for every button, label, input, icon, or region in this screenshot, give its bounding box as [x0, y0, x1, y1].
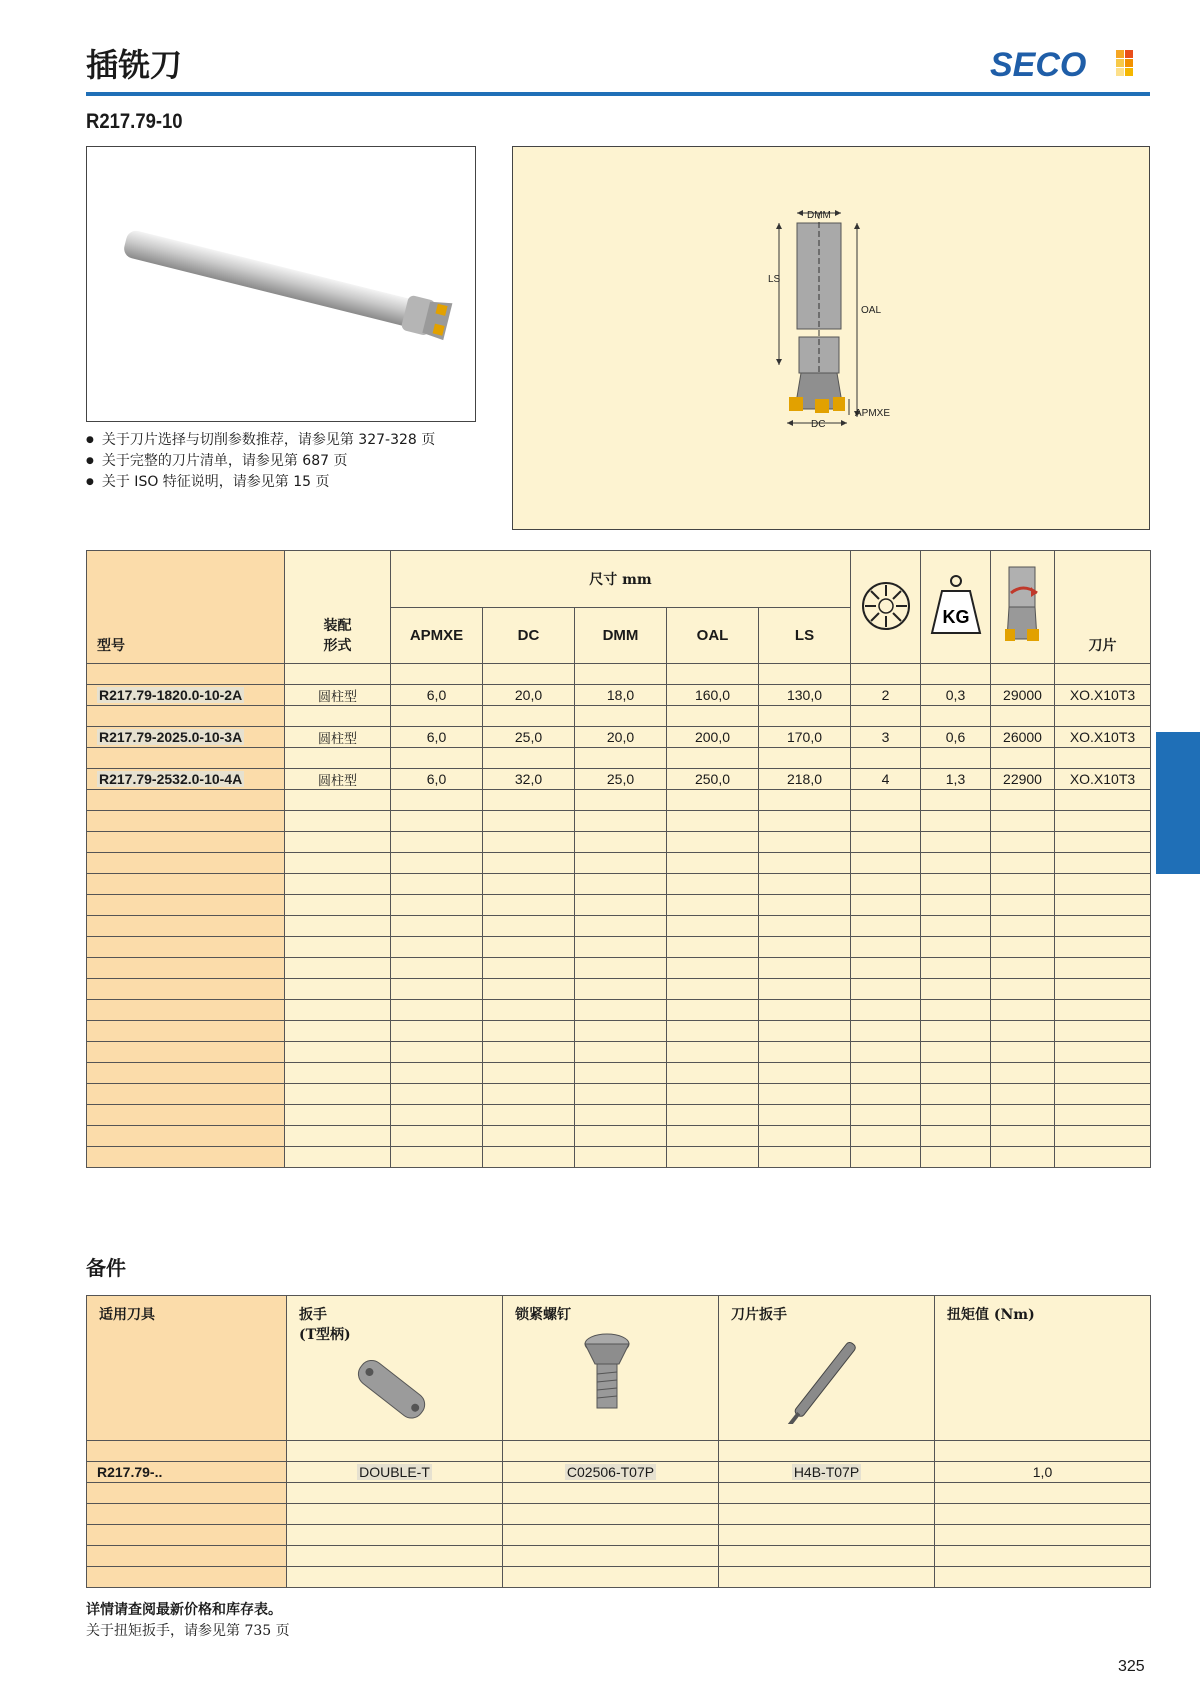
acc-col-torque-header: 扭矩值 (Nm) [935, 1296, 1151, 1441]
cell-kg: 0,3 [921, 685, 991, 706]
table-row-empty [87, 979, 1151, 1000]
cell-kg: 0,6 [921, 727, 991, 748]
cell-oal: 250,0 [667, 769, 759, 790]
col-ls-header: LS [759, 607, 851, 664]
weight-icon-label: KG [942, 606, 969, 627]
table-row-empty [87, 1042, 1151, 1063]
note-item: ● 关于完整的刀片清单，请参见第 687 页 [86, 451, 435, 472]
table-row-empty [87, 811, 1151, 832]
table-row-empty [87, 1105, 1151, 1126]
col-rpm-header [991, 551, 1055, 664]
acc-tool: R217.79-.. [87, 1462, 287, 1483]
cell-rpm: 22900 [991, 769, 1055, 790]
cell-ls: 130,0 [759, 685, 851, 706]
cell-dc: 32,0 [483, 769, 575, 790]
table-row-empty [87, 664, 1151, 685]
cell-dmm: 18,0 [575, 685, 667, 706]
product-table [86, 550, 1151, 1168]
model-code: R217.79-1820.0-10-2A [99, 687, 243, 703]
label-dc: DC [811, 419, 826, 430]
footer-line-1: 详情请查阅最新价格和库存表。 [86, 1602, 282, 1618]
table-row-empty [87, 874, 1151, 895]
cell-teeth: 2 [851, 685, 921, 706]
cell-model [87, 769, 285, 790]
acc-wrench-value [287, 1462, 503, 1483]
acc-col-tool-header: 适用刀具 [87, 1296, 287, 1441]
table-row [87, 685, 1151, 706]
col-oal-header: OAL [667, 607, 759, 664]
table-row-empty [87, 832, 1151, 853]
table-row-empty [87, 958, 1151, 979]
seco-logo-text: SECO [990, 46, 1087, 84]
table-row-empty [87, 1000, 1151, 1021]
acc-key: H4B-T07P [793, 1464, 860, 1480]
label-dmm: DMM [807, 210, 831, 221]
dims-header: 尺寸 mm [391, 551, 851, 608]
cell-model [87, 685, 285, 706]
cell-dmm: 20,0 [575, 727, 667, 748]
mount-header-line1: 装配 [323, 618, 352, 634]
insert-key-icon [731, 1324, 921, 1424]
cell-kg: 1,3 [921, 769, 991, 790]
acc-col-wrench-header [287, 1296, 503, 1441]
weight-icon [928, 571, 984, 641]
product-code: R217.79-10 [86, 110, 183, 133]
model-code: R217.79-2025.0-10-3A [99, 729, 243, 745]
table-row [87, 727, 1151, 748]
notes-list [86, 430, 435, 493]
cell-insert: XO.X10T3 [1055, 727, 1151, 748]
table-row-empty [87, 937, 1151, 958]
cell-teeth: 4 [851, 769, 921, 790]
col-apmxe-header: APMXE [391, 607, 483, 664]
acc-key-value [719, 1462, 935, 1483]
table-row-empty [87, 853, 1151, 874]
table-row-empty [87, 1084, 1151, 1105]
cell-apmxe: 6,0 [391, 769, 483, 790]
max-speed-icon [1001, 563, 1045, 649]
col-dc-header: DC [483, 607, 575, 664]
note-item: ● 关于刀片选择与切削参数推荐，请参见第 327-328 页 [86, 430, 435, 451]
dimension-diagram [512, 146, 1150, 530]
section-tab-marker [1156, 732, 1200, 874]
page-title: 插铣刀 [86, 46, 183, 84]
footer-notes [86, 1600, 290, 1642]
table-row-empty [87, 895, 1151, 916]
label-apmxe: APMXE [855, 408, 891, 419]
cell-mount: 圆柱型 [285, 685, 391, 706]
acc-wrench-label: 扳手 [299, 1307, 327, 1323]
table-row-empty [87, 1147, 1151, 1168]
table-row-empty [87, 706, 1151, 727]
col-model-header: 型号 [87, 551, 285, 664]
acc-col-key-header [719, 1296, 935, 1441]
col-weight-header [921, 551, 991, 664]
cell-ls: 218,0 [759, 769, 851, 790]
table-row-empty [87, 916, 1151, 937]
table-row-empty [87, 1021, 1151, 1042]
acc-torque: 1,0 [935, 1462, 1151, 1483]
accessories-title: 备件 [86, 1256, 126, 1280]
acc-screw-value [503, 1462, 719, 1483]
cell-mount: 圆柱型 [285, 727, 391, 748]
accessory-row [87, 1462, 1151, 1483]
cell-insert: XO.X10T3 [1055, 685, 1151, 706]
cell-rpm: 29000 [991, 685, 1055, 706]
table-row-empty [87, 790, 1151, 811]
header-rule [86, 92, 1150, 96]
label-oal: OAL [861, 305, 882, 316]
cell-ls: 170,0 [759, 727, 851, 748]
model-code: R217.79-2532.0-10-4A [99, 771, 243, 787]
cell-apmxe: 6,0 [391, 685, 483, 706]
col-teeth-header [851, 551, 921, 664]
cell-oal: 200,0 [667, 727, 759, 748]
acc-wrench-sublabel: (T型柄) [299, 1327, 351, 1343]
cell-insert: XO.X10T3 [1055, 769, 1151, 790]
table-row-empty [87, 1063, 1151, 1084]
mount-header-line2: 形式 [323, 638, 352, 654]
acc-col-screw-header [503, 1296, 719, 1441]
col-insert-header: 刀片 [1055, 551, 1151, 664]
table-row [87, 769, 1151, 790]
teeth-count-icon [860, 580, 912, 632]
acc-screw: C02506-T07P [566, 1464, 655, 1480]
cell-oal: 160,0 [667, 685, 759, 706]
locking-screw-icon [515, 1324, 705, 1424]
t-wrench-icon [299, 1344, 489, 1428]
cell-rpm: 26000 [991, 727, 1055, 748]
table-row-empty [87, 1126, 1151, 1147]
accessories-table [86, 1295, 1151, 1588]
acc-wrench: DOUBLE-T [359, 1464, 430, 1480]
cell-dmm: 25,0 [575, 769, 667, 790]
page-number: 325 [1118, 1658, 1145, 1675]
cell-mount: 圆柱型 [285, 769, 391, 790]
acc-screw-label: 锁紧螺钉 [515, 1307, 571, 1323]
label-ls: LS [768, 274, 781, 285]
cell-teeth: 3 [851, 727, 921, 748]
table-row-empty [87, 748, 1151, 769]
col-mount-header [285, 551, 391, 664]
cell-model [87, 727, 285, 748]
cell-dc: 25,0 [483, 727, 575, 748]
acc-key-label: 刀片扳手 [731, 1307, 787, 1323]
note-item: ● 关于 ISO 特征说明，请参见第 15 页 [86, 472, 435, 493]
seco-logo [990, 44, 1150, 84]
footer-line-2: 关于扭矩扳手，请参见第 735 页 [86, 1623, 290, 1639]
product-photo [86, 146, 476, 422]
col-dmm-header: DMM [575, 607, 667, 664]
end-mill-image [87, 147, 475, 421]
cell-apmxe: 6,0 [391, 727, 483, 748]
cell-dc: 20,0 [483, 685, 575, 706]
